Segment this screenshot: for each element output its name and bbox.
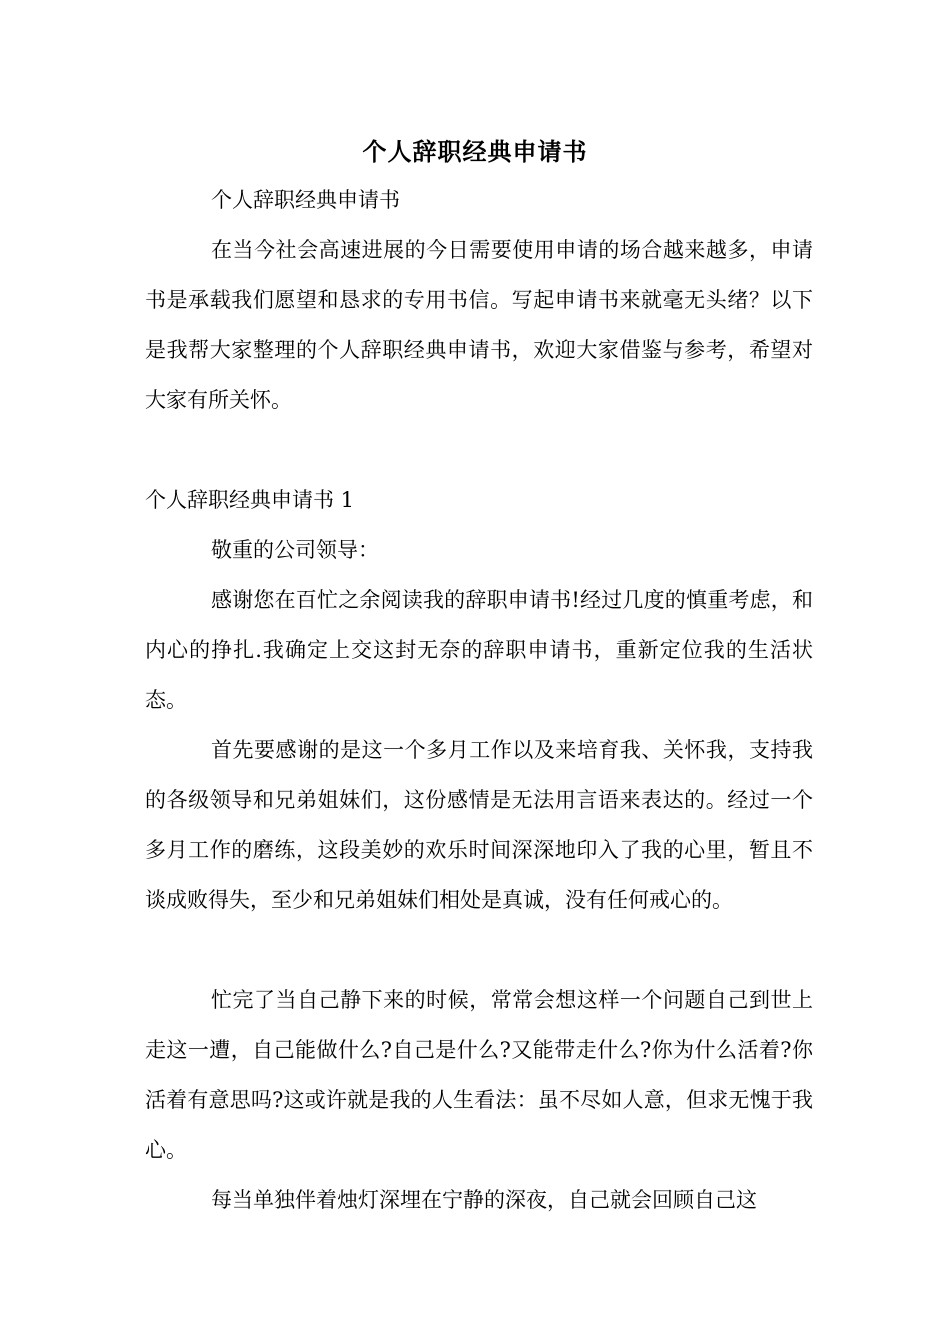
document-subtitle: 个人辞职经典申请书 <box>211 188 400 212</box>
body-paragraph-3: 忙完了当自己静下来的时候，常常会想这样一个问题自己到世上走这一遭，自己能做什么?自己是什么?又能带走什么?你为什么活着?你活着有意思吗?这或许就是我的人生看法：虽不尽如人意，但求无愧于我心。 <box>145 988 813 1162</box>
document-title: 个人辞职经典申请书 <box>362 137 588 166</box>
intro-paragraph: 在当今社会高速进展的今日需要使用申请的场合越来越多，申请书是承载我们愿望和恳求的专用书信。写起申请书来就毫无头绪？以下是我帮大家整理的个人辞职经典申请书，欢迎大家借鉴与参考，希望对大家有所关怀。 <box>145 238 813 412</box>
salutation: 敬重的公司领导： <box>211 538 379 562</box>
section-heading: 个人辞职经典申请书 1 <box>145 488 355 512</box>
body-paragraph-4: 每当单独伴着烛灯深埋在宁静的深夜，自己就会回顾自己这 <box>211 1188 757 1212</box>
body-paragraph-1: 感谢您在百忙之余阅读我的辞职申请书!经过几度的慎重考虑，和内心的挣扎.我确定上交这封无奈的辞职申请书，重新定位我的生活状态。 <box>145 588 813 712</box>
body-paragraph-2: 首先要感谢的是这一个多月工作以及来培育我、关怀我，支持我的各级领导和兄弟姐妹们，这份感情是无法用言语来表达的。经过一个多月工作的磨练，这段美妙的欢乐时间深深地印入了我的心里，暂且不谈成败得失，至少和兄弟姐妹们相处是真诚，没有任何戒心的。 <box>145 738 813 912</box>
